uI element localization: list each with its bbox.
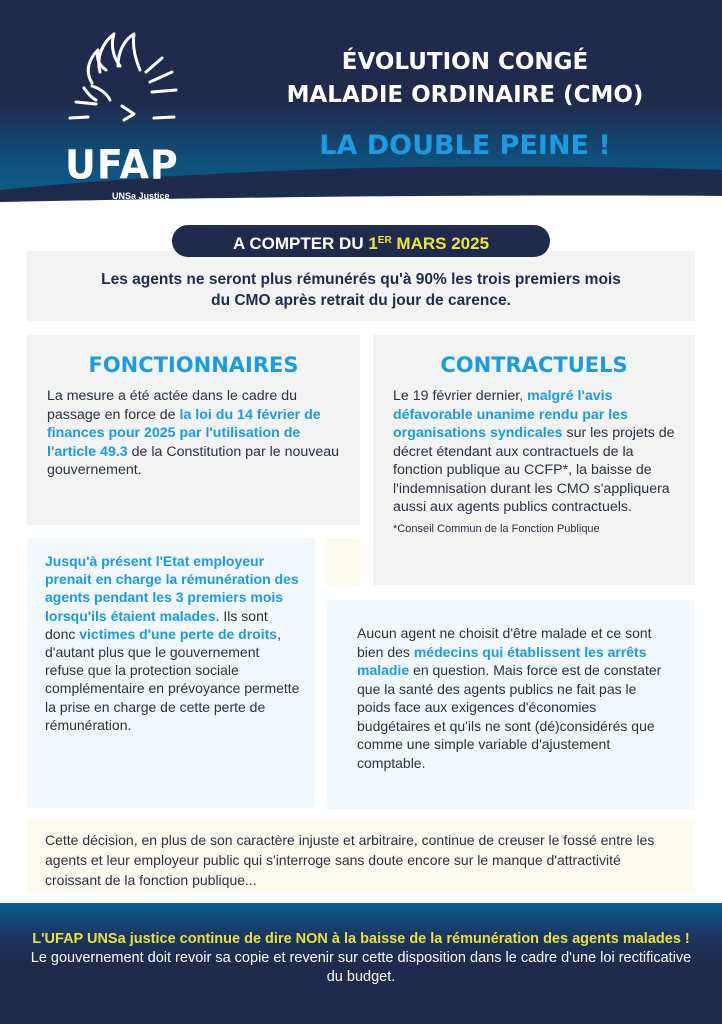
fonctionnaires-heading: FONCTIONNAIRES [88,353,299,377]
fonctionnaires-box [27,335,360,525]
loss-of-rights-highlight-1: Jusqu'à présent l'Etat employeur prenait en charge la rémunération des agents pendant les 3 premiers mois lorsqu'ils étaient malades [45,553,299,624]
ccfp-footnote: *Conseil Commun de la Fonction Publique [393,522,600,535]
loss-of-rights-text-2: , d'autant plus que le gouvernement refuse que la protection sociale complémentaire en prévoyance permette la prise en charge de cette perte de rémunération. [45,625,300,733]
intro-line-1: Les agents ne seront plus rémunérés qu'à 90% les trois premiers mois [101,271,621,288]
contractuels-text [393,387,675,517]
logo-wordmark: UFAP [65,141,179,189]
fonctionnaires-text [47,387,340,480]
header-banner [0,0,722,212]
fonctionnaires-highlight: la loi du 14 février de finances pour 2025 par l'utilisation de l'article 49.3 [47,406,321,460]
page-title-line-1: ÉVOLUTION CONGÉ [341,49,589,75]
contractuels-heading: CONTRACTUELS [440,353,628,377]
title-block [230,46,700,161]
conclusion-box [27,820,695,892]
logo-subtitle: UNSa Justice [112,191,170,201]
contractuels-box [373,335,695,585]
page-subtitle: LA DOUBLE PEINE ! [319,130,611,161]
footer-statement [30,930,692,987]
fonctionnaires-text-end: de la Constitution par le nouveau gouvernement. [47,443,340,478]
date-day-suffix: ER [377,235,392,246]
fonctionnaires-text-start: La mesure a été actée dans le cadre du passage en force de [47,388,298,423]
page-title-line-2: MALADIE ORDINAIRE (CMO) [286,82,644,108]
footer-banner [0,903,722,1024]
date-month-year: MARS 2025 [391,234,490,253]
doctors-text-2: en question. Mais force est de constater que la santé des agents publics ne fait pas le poids face aux exigences d'économies budgétaires et qu'ils ne sont (dé)considérés que comme une simple variable d'ajustement comptable. [357,662,662,771]
flame-logo-icon [62,28,182,128]
loss-of-rights-highlight-2: victimes d'une perte de droits [79,625,278,642]
contractuels-text-end: sur les projets de décret étendant aux contractuels de la fonction publique au CCFP*, la baisse de l'indemnisation durant les CMO s'appliquera aussi aux agents publics contractuels. [393,425,675,515]
loss-of-rights-box [27,538,315,808]
loss-of-rights-text-1: . Ils sont donc [45,607,268,642]
decorative-cream-block [326,537,360,585]
ufap-logo [62,28,192,201]
date-day [368,234,489,253]
doctors-text-1: Aucun agent ne choisit d'être malade et ce sont bien des [357,625,652,660]
intro-line-2: du CMO après retrait du jour de carence. [211,292,511,309]
effective-date-banner [172,225,550,257]
contractuels-highlight: malgré l'avis défavorable unanime rendu par les organisations syndicales [393,388,628,441]
loss-of-rights-text [45,552,301,734]
date-day-number: 1 [368,234,378,253]
doctors-text [357,624,673,772]
date-prefix: A COMPTER DU [232,234,369,253]
contractuels-text-start: Le 19 février dernier, [393,388,528,404]
intro-summary-box [27,251,695,321]
footer-text: Le gouvernement doit revoir sa copie et revenir sur cette disposition dans le cadre d'une loi rectificative du budget. [30,950,692,985]
conclusion-text: Cette décision, en plus de son caractère injuste et arbitraire, continue de creuser le fossé entre les agents et leur employeur public qui s'interroge sans doute encore sur le manque d'attractivité croissant de la fonction publique... [45,832,655,888]
doctors-highlight: médecins qui établissent les arrêts maladie [357,643,647,678]
footer-highlight: L'UFAP UNSa justice continue de dire NON à la baisse de la rémunération des agents malades ! [32,931,690,947]
doctors-box [327,600,695,810]
